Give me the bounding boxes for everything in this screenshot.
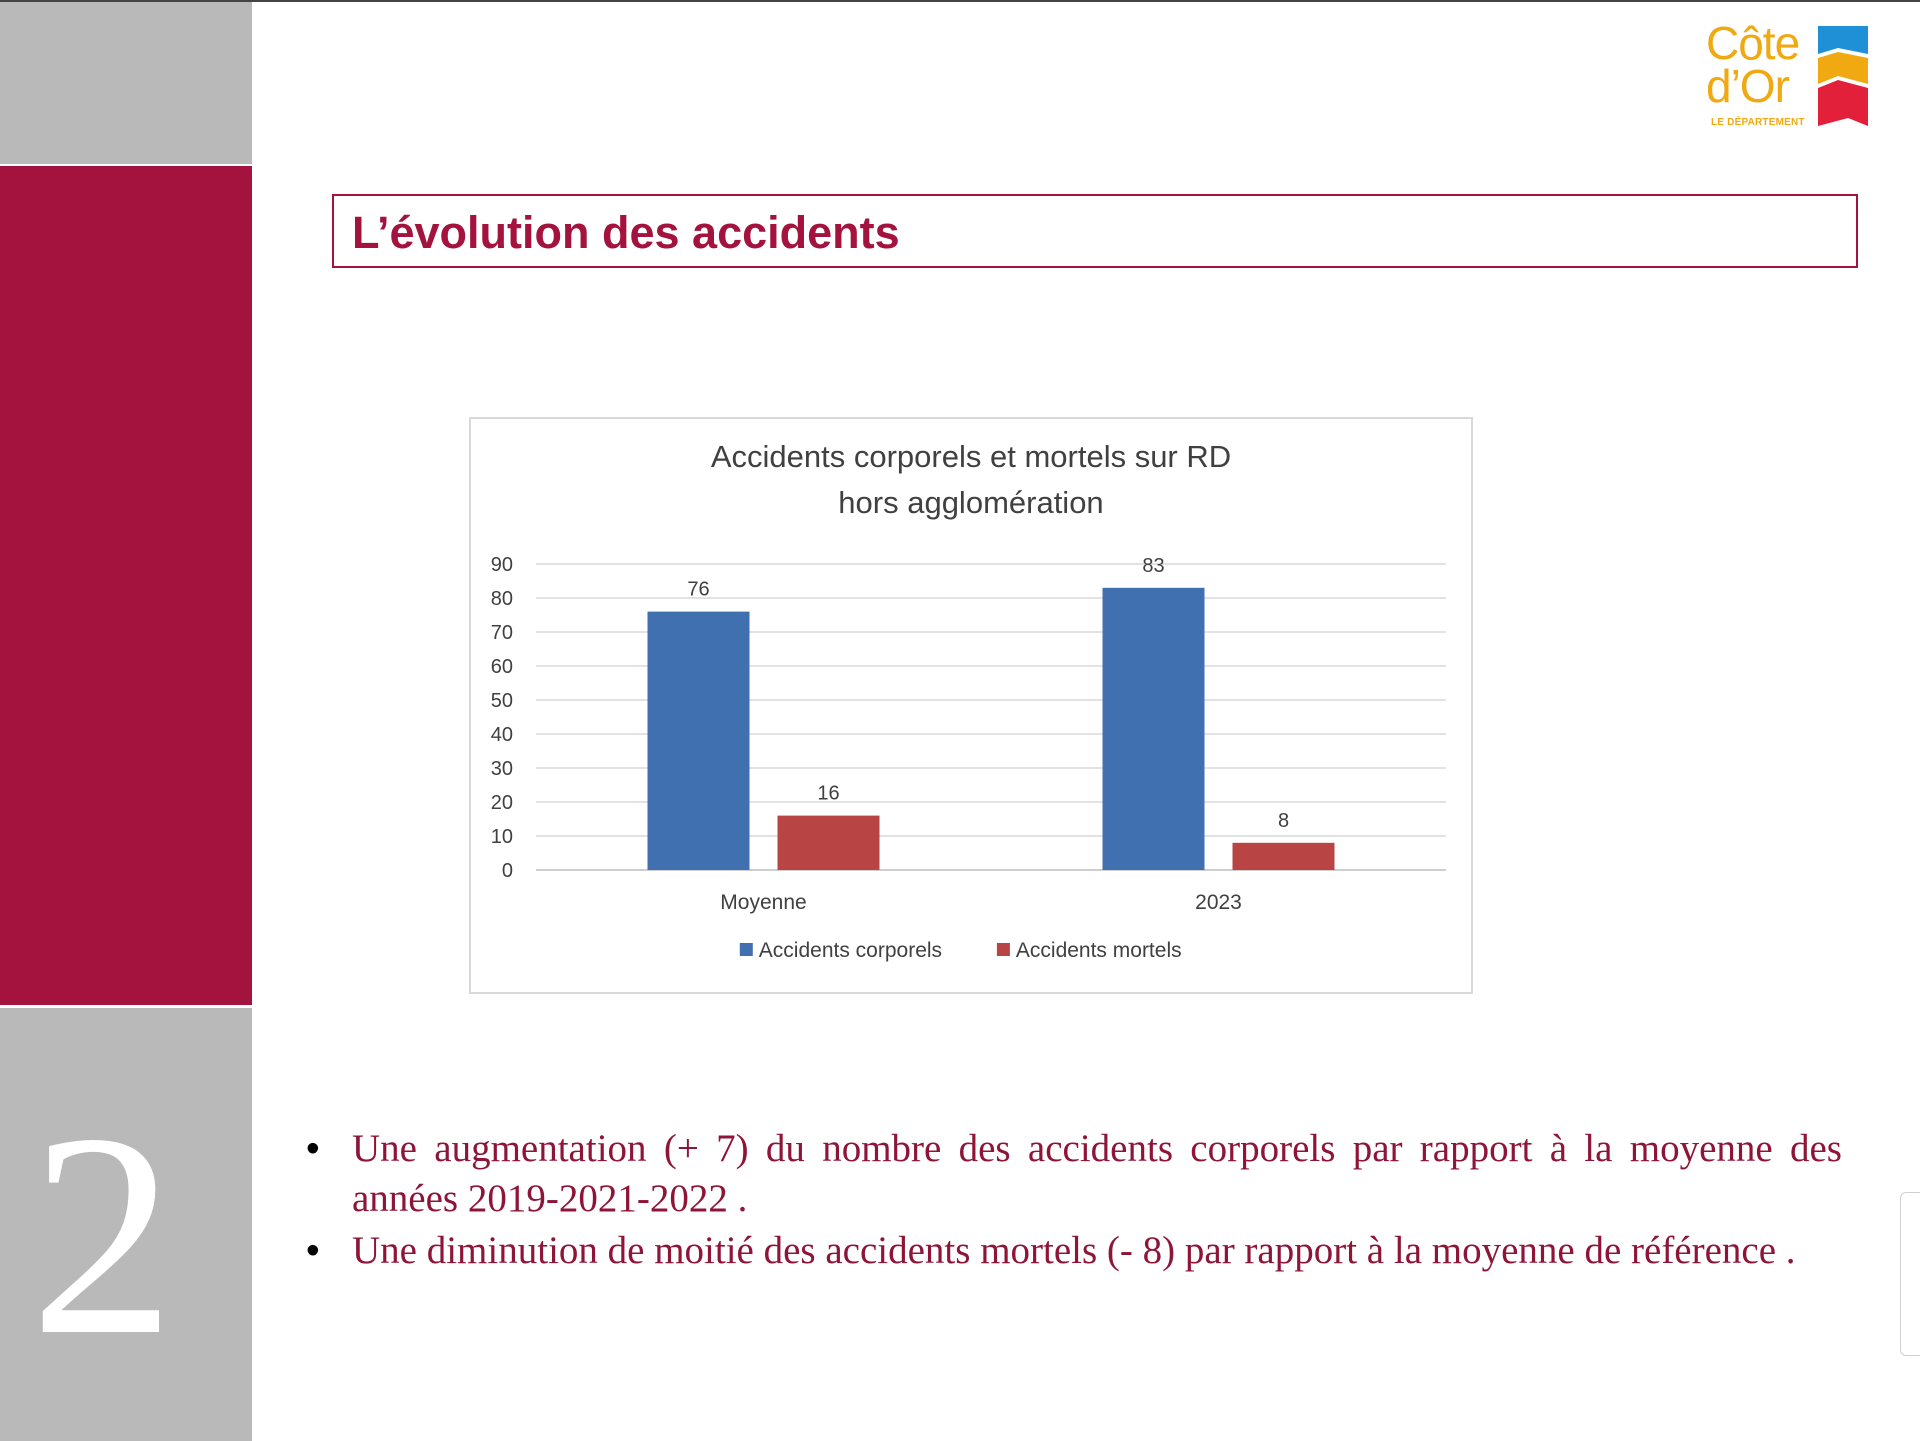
logo-subtitle: LE DÉPARTEMENT [1711, 117, 1805, 128]
logo-wordmark [1706, 17, 1800, 112]
bullet-dot: • [306, 1127, 320, 1170]
y-tick-label: 20 [490, 792, 513, 814]
chart-bar [1233, 843, 1335, 870]
chart-bar [778, 816, 880, 870]
bullet-text: Une diminution de moitié des accidents mortels (- 8) par rapport à la moyenne de référence . [352, 1229, 1796, 1272]
bullet-text: Une augmentation (+ 7) du nombre des accidents corporels par rapport à la moyenne des années 2019-2021-2022 . [352, 1127, 1842, 1220]
bullet-item [300, 1226, 1842, 1276]
logo-flag-icon [1818, 26, 1868, 126]
y-tick-label: 40 [490, 724, 513, 746]
bullet-list [300, 1124, 1842, 1278]
y-tick-label: 80 [490, 588, 513, 610]
legend-label: Accidents corporels [758, 939, 943, 962]
logo-line1: Côte [1706, 17, 1800, 69]
sidebar-red-block [0, 166, 252, 1005]
chart-title-line: Accidents corporels et mortels sur RD [710, 439, 1232, 474]
chart-bar [1103, 588, 1205, 870]
x-tick-label: Moyenne [720, 891, 807, 914]
y-tick-label: 30 [490, 758, 513, 780]
y-tick-label: 10 [490, 826, 513, 848]
data-label: 8 [1277, 809, 1290, 832]
y-tick-label: 60 [490, 656, 513, 678]
legend-swatch [740, 943, 753, 956]
chart-bar [648, 612, 750, 870]
y-tick-label: 50 [490, 690, 513, 712]
play-icon[interactable] [253, 1372, 279, 1396]
data-label: 76 [687, 578, 710, 601]
bar-chart [471, 419, 1471, 992]
data-label: 83 [1142, 554, 1165, 577]
side-scroll-handle[interactable] [1900, 1192, 1920, 1356]
legend-label: Accidents mortels [1015, 939, 1182, 962]
slide-number: 2 [30, 1074, 175, 1395]
page-title: L’évolution des accidents [352, 207, 900, 258]
y-tick-label: 70 [490, 622, 513, 644]
logo-line2: d’Or [1706, 60, 1789, 112]
sidebar-gray-top-block [0, 2, 252, 164]
chart-frame [469, 417, 1473, 994]
bullet-dot: • [306, 1229, 320, 1272]
y-tick-label: 90 [490, 554, 513, 576]
window-top-border [0, 0, 1920, 2]
x-tick-label: 2023 [1195, 891, 1242, 914]
title-box [332, 194, 1858, 268]
legend-swatch [997, 943, 1010, 956]
bullet-item [300, 1124, 1842, 1224]
chart-title-line: hors agglomération [838, 485, 1104, 520]
cote-dor-logo [1706, 17, 1876, 132]
y-tick-label: 0 [501, 860, 513, 882]
data-label: 16 [817, 782, 840, 805]
